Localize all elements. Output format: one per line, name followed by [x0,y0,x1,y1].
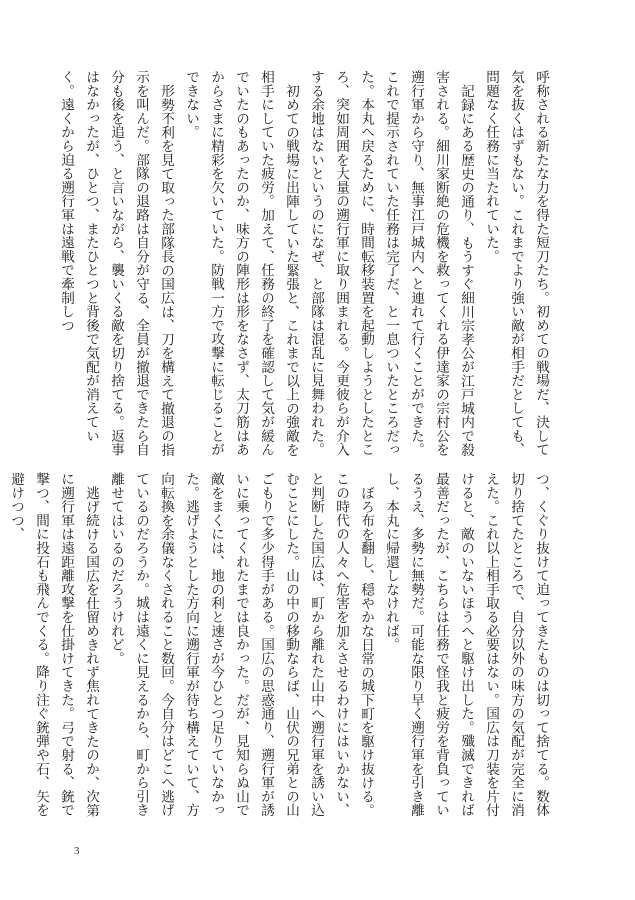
paragraph: 呼称される新たな力を得た短刀たち。初めての戦場だ、決して気を抜くはずもない。これまでより強い敵が相手だとしても、問題なく任務に当たれていた。 [483,70,549,457]
paragraph: 初めての戦場に出陣していた緊張と、これまで以上の強敵を相手にしていた疲労。加えて、任務の終了を確認して気が緩んでいたのもあったのか、味方の陣形は形をなさず、太刀筋はあからさまに精彩を欠いていた。防戦一方で攻撃に転じることができない。 [183,70,299,457]
paragraph: 逃げ続ける国広を仕留めきれず焦れてきたのか、次第に遡行軍は遠距離攻撃を仕掛けてきた。弓で射る、銃で撃つ、間に投石も飛んでくる。降り注ぐ銃弾や石、矢を避けつつ、 [8,472,99,817]
page-number: 3 [74,845,80,857]
paragraph: 記録にある歴史の通り、もうすぐ細川宗孝公が江戸城内で殺害される。細川家断絶の危機を救ってくれる伊達家の宗村公を遡行軍から守り、無事江戸城内へと連れて行くことができた。これで提示されていた任務は完了だ、と一息ついたところだった。本丸へ戻るために、時間転移装置を起動しようとしたところ、突如周囲を大量の遡行軍に取り囲まれる。今更彼らが介入する余地はないというのになぜ、と部隊は混乱に見舞われた。 [308,70,474,457]
paragraph: ぼろ布を翻し、穏やかな日常の城下町を駆け抜ける。この時代の人々へ危害を加えさせるわけにはいかない、と判断した国広は、町から離れた山中へ遡行軍を誘い込むことにした。山の中の移動ならば、山伏の兄弟との山ごもりで多少得手がある。国広の思惑通り、遡行軍が誘いに乗ってくれたまでは良かった。だが、見知らぬ山で敵をまくには、地の利と速さが今ひとつ足りていなかった。逃げようとした方向に遡行軍が待ち構えていて、方向転換を余儀なくされること数回。今自分はどこへ逃げているのだろうか。城は遠くに見えるから、町から引き離せてはいるのだろうけれど。 [108,472,374,817]
paragraph: 形勢不利を見て取った部隊長の国広は、刀を構えて撤退の指示を叫んだ。部隊の退路は自分が守る、全員が撤退できたら自分も後を追う、と言いながら、襲いくる敵を切り捨てる。返事はなかったが、ひとつ、またひとつと背後で気配が消えていく。遠くから迫る遡行軍は遠戦で牽制しつ [58,70,174,457]
paragraph: つ、くぐり抜けて迫ってきたものは切って捨てる。数体切り捨てたところで、自分以外の味方の気配が完全に消えた。これ以上相手取る必要はない。国広は刀装を片付けると、敵のいないほうへと駆け出した。殲滅できれば最善だったが、こちらは任務で怪我と疲労を背負っているうえ、多勢に無勢だ。可能な限り早く遡行軍を引き離し、本丸に帰還しなければ。 [383,472,549,817]
lower-text-block [8,472,553,820]
upper-text-block [58,70,553,460]
